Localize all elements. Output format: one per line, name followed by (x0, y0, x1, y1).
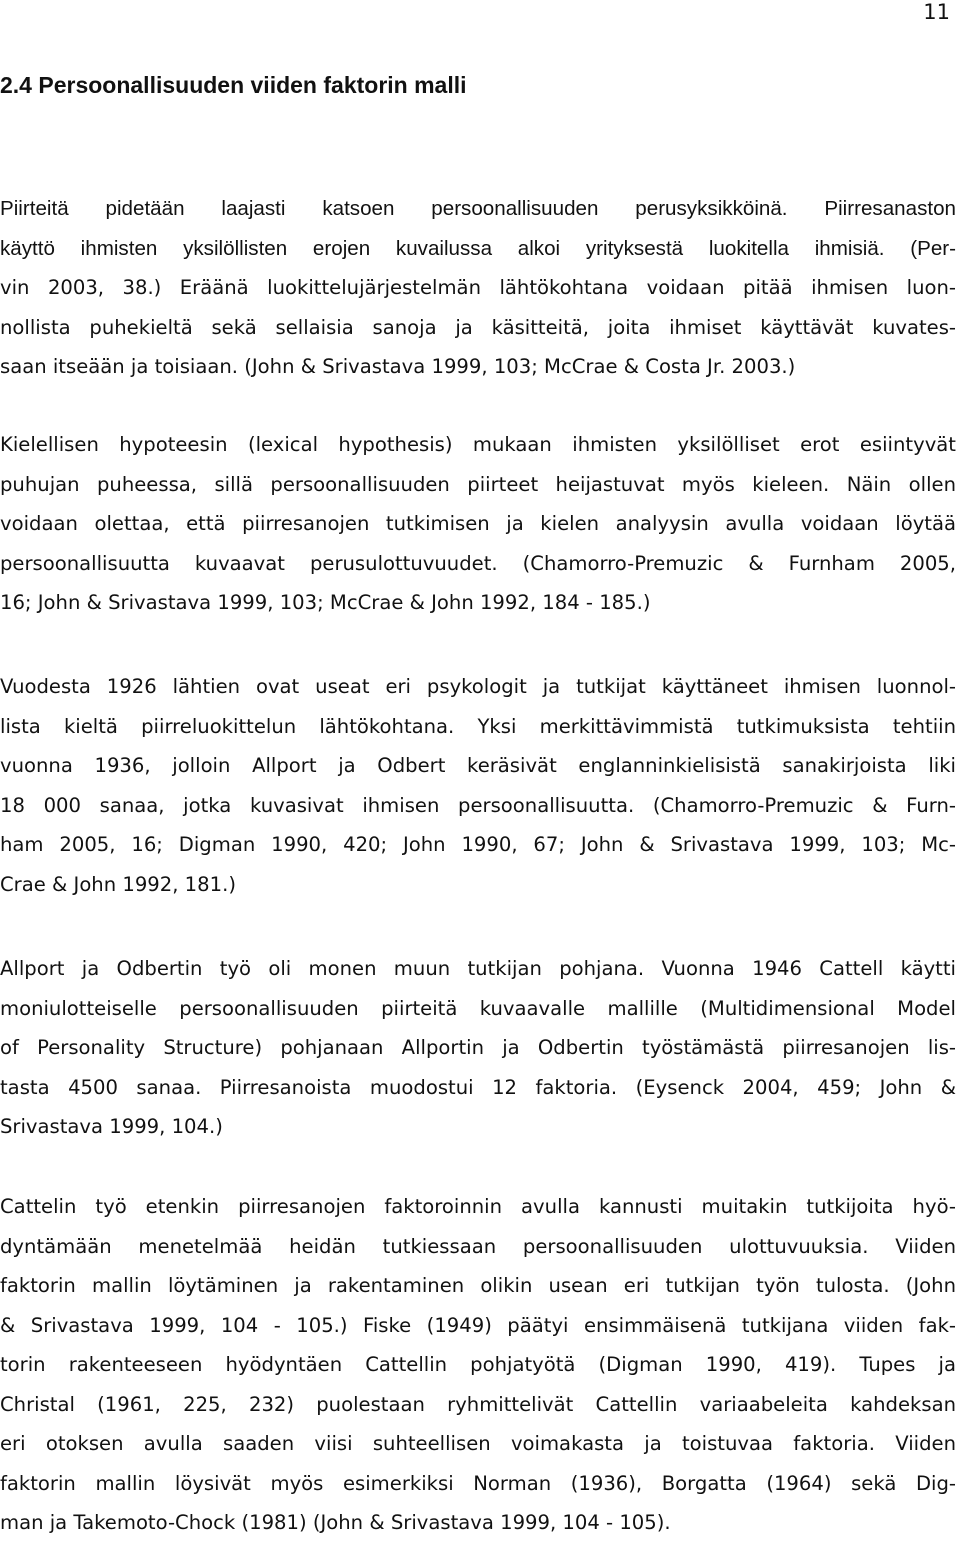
paragraph-2-line-1: Kielellisen hypoteesin (lexical hypothesis) mukaan ihmisten yksilölliset erot esiintyvät (0, 433, 956, 456)
paragraph-4-line-5: Srivastava 1999, 104.) (0, 1115, 223, 1138)
paragraph-5-line-3: faktorin mallin löytäminen ja rakentaminen olikin usean eri tutkijan työn tulosta. (John (0, 1274, 956, 1297)
section-heading: 2.4 Persoonallisuuden viiden faktorin malli (0, 72, 467, 98)
paragraph-3-line-2: lista kieltä piirreluokittelun lähtökohtana. Yksi merkittävimmistä tutkimuksista tehtiin (0, 714, 956, 738)
paragraph-1-line-3: vin 2003, 38.) Eräänä luokittelujärjestelmän lähtökohtana voidaan pitää ihmisen luon- (0, 276, 956, 299)
paragraph-1-line-2: käyttö ihmisten yksilöllisten erojen kuvailussa alkoi yrityksestä luokitella ihmisiä. (Per- (0, 236, 956, 260)
paragraph-5-line-7: eri otoksen avulla saaden viisi suhteellisen voimakasta ja toistuvaa faktoria. Viiden (0, 1432, 956, 1455)
page-number: 11 (923, 0, 950, 24)
paragraph-5-line-8: faktorin mallin löysivät myös esimerkiksi Norman (1936), Borgatta (1964) sekä Dig- (0, 1471, 956, 1495)
paragraph-2 (0, 425, 956, 623)
paragraph-1-line-4: nollista puhekieltä sekä sellaisia sanoja ja käsitteitä, joita ihmiset käyttävät kuvates- (0, 315, 956, 339)
paragraph-4-line-4: tasta 4500 sanaa. Piirresanoista muodostui 12 faktoria. (Eysenck 2004, 459; John & (0, 1075, 956, 1099)
paragraph-4-line-3: of Personality Structure) pohjanaan Allportin ja Odbertin työstämästä piirresanojen lis- (0, 1036, 956, 1059)
paragraph-4 (0, 949, 956, 1147)
paragraph-1-line-5: saan itseään ja toisiaan. (John & Srivastava 1999, 103; McCrae & Costa Jr. 2003.) (0, 355, 796, 378)
paragraph-5 (0, 1187, 956, 1543)
paragraph-5-line-1: Cattelin työ etenkin piirresanojen faktoroinnin avulla kannusti muitakin tutkijoita hyö- (0, 1195, 956, 1218)
paragraph-1 (0, 189, 956, 387)
paragraph-2-line-3: voidaan olettaa, että piirresanojen tutkimisen ja kielen analyysin avulla voidaan löytää (0, 512, 956, 535)
paragraph-3-line-4: 18 000 sanaa, jotka kuvasivat ihmisen persoonallisuutta. (Chamorro-Premuzic & Furn- (0, 793, 956, 817)
paragraph-1-line-1: Piirteitä pidetään laajasti katsoen persoonallisuuden perusyksikköinä. Piirresanaston (0, 197, 956, 220)
paragraph-4-line-1: Allport ja Odbertin työ oli monen muun tutkijan pohjana. Vuonna 1946 Cattell käytti (0, 957, 956, 980)
paragraph-2-line-2: puhujan puheessa, sillä persoonallisuuden piirteet heijastuvat myös kieleen. Näin ollen (0, 472, 956, 496)
paragraph-5-line-2: dyntämään menetelmää heidän tutkiessaan persoonallisuuden ulottuvuuksia. Viiden (0, 1234, 956, 1258)
paragraph-4-line-2: moniulotteiselle persoonallisuuden piirteitä kuvaavalle mallille (Multidimensional Model (0, 996, 956, 1020)
paragraph-3-line-6: Crae & John 1992, 181.) (0, 872, 236, 896)
paragraph-5-line-9: man ja Takemoto-Chock (1981) (John & Srivastava 1999, 104 - 105). (0, 1511, 671, 1534)
paragraph-3-line-5: ham 2005, 16; Digman 1990, 420; John 1990, 67; John & Srivastava 1999, 103; Mc- (0, 833, 956, 856)
paragraph-3-line-1: Vuodesta 1926 lähtien ovat useat eri psykologit ja tutkijat käyttäneet ihmisen luonnol- (0, 675, 956, 698)
paragraph-2-line-4: persoonallisuutta kuvaavat perusulottuvuudet. (Chamorro-Premuzic & Furnham 2005, (0, 551, 956, 575)
paragraph-3-line-3: vuonna 1936, jolloin Allport ja Odbert keräsivät englanninkielisistä sanakirjoista liki (0, 754, 956, 777)
paragraph-3 (0, 667, 956, 904)
paragraph-5-line-6: Christal (1961, 225, 232) puolestaan ryhmittelivät Cattellin variaabeleita kahdeksan (0, 1392, 956, 1416)
paragraph-5-line-5: torin rakenteeseen hyödyntäen Cattellin pohjatyötä (Digman 1990, 419). Tupes ja (0, 1353, 956, 1376)
paragraph-5-line-4: & Srivastava 1999, 104 - 105.) Fiske (1949) päätyi ensimmäisenä tutkijana viiden fak- (0, 1313, 956, 1337)
paragraph-2-line-5: 16; John & Srivastava 1999, 103; McCrae & John 1992, 184 - 185.) (0, 591, 651, 614)
